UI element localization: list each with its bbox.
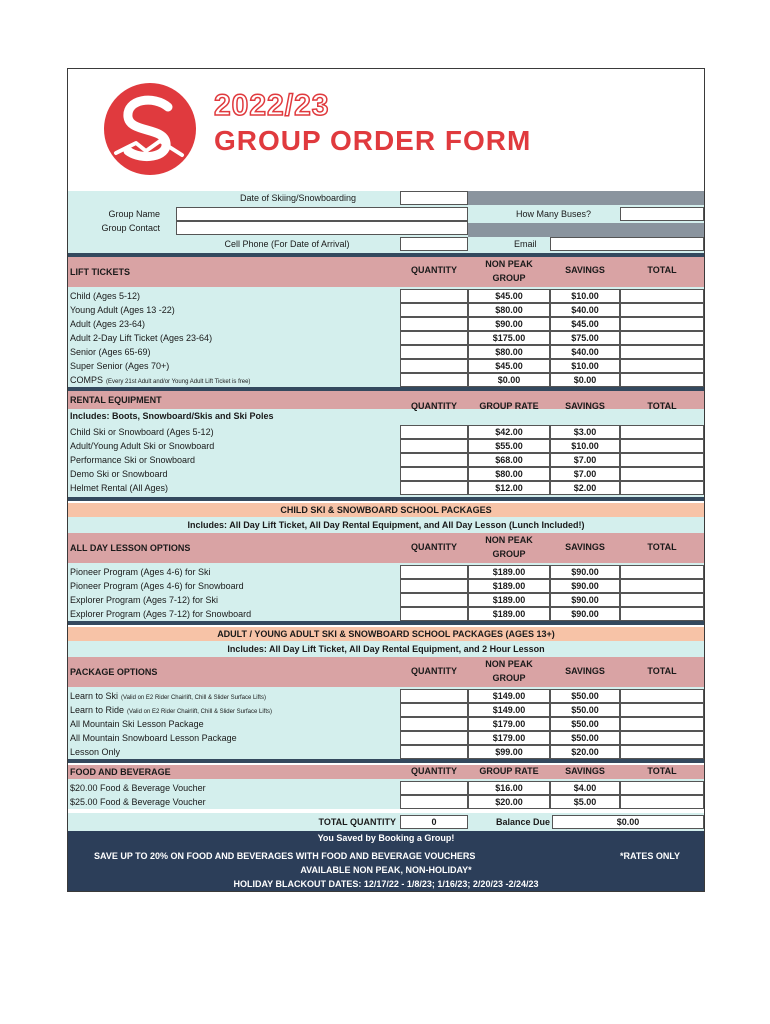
footer-line3: HOLIDAY BLACKOUT DATES: 12/17/22 - 1/8/23; 1/16/23; 2/20/23 -2/24/23 [233, 879, 539, 889]
item-label [70, 373, 250, 389]
adult-title: PACKAGE OPTIONS [70, 667, 158, 677]
quantity-input[interactable] [400, 317, 468, 331]
item-total [620, 781, 704, 795]
item-savings: $7.00 [550, 467, 620, 481]
item-price: $179.00 [468, 717, 550, 731]
quantity-input[interactable] [400, 717, 468, 731]
food-col-total: TOTAL [647, 766, 677, 776]
item-price: $42.00 [468, 425, 550, 439]
group-name-field[interactable] [176, 207, 468, 221]
food-col-price: GROUP RATE [479, 766, 539, 776]
item-price: $80.00 [468, 303, 550, 317]
item-label [70, 579, 244, 593]
item-savings: $10.00 [550, 439, 620, 453]
item-label [70, 289, 140, 303]
item-label-text: Adult 2-Day Lift Ticket (Ages 23-64) [70, 333, 213, 343]
item-price: $80.00 [468, 467, 550, 481]
item-label [70, 453, 195, 467]
group-name-label: Group Name [108, 209, 160, 219]
quantity-input[interactable] [400, 303, 468, 317]
item-price: $0.00 [468, 373, 550, 387]
total-qty-label: TOTAL QUANTITY [318, 817, 396, 827]
footer-line2: AVAILABLE NON PEAK, NON-HOLIDAY* [300, 865, 472, 875]
quantity-input[interactable] [400, 439, 468, 453]
item-label [70, 345, 151, 359]
form-year: 2022/23 [214, 89, 330, 122]
item-label-text: $20.00 Food & Beverage Voucher [70, 783, 206, 793]
item-price: $149.00 [468, 689, 550, 703]
date-field[interactable] [400, 191, 468, 205]
item-total [620, 481, 704, 495]
rental-title: RENTAL EQUIPMENT [70, 395, 162, 405]
item-label-text: Child (Ages 5-12) [70, 291, 141, 301]
quantity-input[interactable] [400, 607, 468, 621]
quantity-input[interactable] [400, 453, 468, 467]
quantity-input[interactable] [400, 781, 468, 795]
item-label [70, 425, 214, 439]
item-savings: $10.00 [550, 289, 620, 303]
rental-col-qty: QUANTITY [411, 401, 457, 411]
item-label-text: Young Adult (Ages 13 -22) [70, 305, 175, 315]
item-price: $175.00 [468, 331, 550, 345]
item-savings: $10.00 [550, 359, 620, 373]
item-label [70, 781, 206, 795]
item-savings: $45.00 [550, 317, 620, 331]
item-label [70, 607, 251, 621]
item-total [620, 331, 704, 345]
item-savings: $90.00 [550, 607, 620, 621]
item-price: $189.00 [468, 593, 550, 607]
lift-col-total: TOTAL [647, 265, 677, 275]
item-label-text: Super Senior (Ages 70+) [70, 361, 170, 371]
item-total [620, 467, 704, 481]
item-total [620, 453, 704, 467]
item-total [620, 439, 704, 453]
child-col-save: SAVINGS [565, 542, 605, 552]
cell-field[interactable] [400, 237, 468, 251]
cell-label: Cell Phone (For Date of Arrival) [224, 239, 350, 249]
date-label: Date of Skiing/Snowboarding [239, 193, 357, 203]
quantity-input[interactable] [400, 593, 468, 607]
quantity-input[interactable] [400, 481, 468, 495]
item-note: (Valid on E2 Rider Chairlift, Chill & Slider Surface Lifts) [127, 709, 272, 715]
item-label [70, 593, 218, 607]
item-savings: $3.00 [550, 425, 620, 439]
item-savings: $20.00 [550, 745, 620, 759]
saved-banner: You Saved by Booking a Group! [68, 831, 704, 845]
item-label [70, 303, 175, 317]
item-price: $99.00 [468, 745, 550, 759]
item-label-text: All Mountain Snowboard Lesson Package [70, 733, 237, 743]
child-col-total: TOTAL [647, 542, 677, 552]
item-price: $45.00 [468, 289, 550, 303]
item-label [70, 317, 145, 331]
item-label-text: Performance Ski or Snowboard [70, 455, 196, 465]
item-label-text: Helmet Rental (All Ages) [70, 483, 169, 493]
item-total [620, 303, 704, 317]
adult-col-price-1: NON PEAK [485, 659, 533, 669]
item-label [70, 565, 211, 579]
item-total [620, 717, 704, 731]
item-price: $20.00 [468, 795, 550, 809]
item-total [620, 565, 704, 579]
item-label-text: Learn to Ride [70, 705, 125, 715]
item-label-text: Adult/Young Adult Ski or Snowboard [70, 441, 215, 451]
item-label-text: Adult (Ages 23-64) [70, 319, 146, 329]
item-note: (Every 21st Adult and/or Young Adult Lift Ticket is free) [106, 379, 251, 385]
child-col-price-1: NON PEAK [485, 535, 533, 545]
item-price: $45.00 [468, 359, 550, 373]
item-savings: $7.00 [550, 453, 620, 467]
item-savings: $40.00 [550, 303, 620, 317]
item-label [70, 731, 237, 745]
item-label [70, 331, 212, 345]
item-total [620, 795, 704, 809]
item-savings: $75.00 [550, 331, 620, 345]
food-title: FOOD AND BEVERAGE [70, 767, 171, 777]
item-label-text: Pioneer Program (Ages 4-6) for Snowboard [70, 581, 244, 591]
item-price: $68.00 [468, 453, 550, 467]
item-total [620, 745, 704, 759]
quantity-input[interactable] [400, 703, 468, 717]
lift-title: LIFT TICKETS [70, 267, 130, 277]
child-includes: Includes: All Day Lift Ticket, All Day Rental Equipment, and All Day Lesson (Lunch Included!) [68, 517, 704, 533]
item-savings: $50.00 [550, 717, 620, 731]
child-col-price-2: GROUP [492, 549, 526, 559]
adult-col-qty: QUANTITY [411, 666, 457, 676]
child-col-qty: QUANTITY [411, 542, 457, 552]
item-label-text: Explorer Program (Ages 7-12) for Snowboard [70, 609, 252, 619]
item-total [620, 373, 704, 387]
item-savings: $40.00 [550, 345, 620, 359]
rental-subtitle: Includes: Boots, Snowboard/Skis and Ski Poles [70, 411, 274, 421]
quantity-input[interactable] [400, 359, 468, 373]
item-label [70, 795, 206, 809]
quantity-input[interactable] [400, 289, 468, 303]
item-total [620, 425, 704, 439]
item-price: $16.00 [468, 781, 550, 795]
item-savings: $90.00 [550, 565, 620, 579]
logo [102, 81, 198, 177]
item-label-text: Pioneer Program (Ages 4-6) for Ski [70, 567, 211, 577]
item-label [70, 481, 168, 495]
item-savings: $50.00 [550, 689, 620, 703]
lift-col-save: SAVINGS [565, 265, 605, 275]
item-note: (Valid on E2 Rider Chairlift, Chill & Slider Surface Lifts) [121, 695, 266, 701]
rental-col-price: GROUP RATE [479, 401, 539, 411]
item-label-text: Explorer Program (Ages 7-12) for Ski [70, 595, 219, 605]
item-savings: $90.00 [550, 593, 620, 607]
group-contact-label: Group Contact [101, 223, 160, 233]
quantity-input[interactable] [400, 425, 468, 439]
adult-col-save: SAVINGS [565, 666, 605, 676]
lift-col-price-1: NON PEAK [485, 259, 533, 269]
lift-col-price-2: GROUP [492, 273, 526, 283]
logo-icon [102, 81, 198, 177]
adult-col-price-2: GROUP [492, 673, 526, 683]
item-price: $55.00 [468, 439, 550, 453]
quantity-input[interactable] [400, 565, 468, 579]
item-label [70, 745, 120, 759]
item-savings: $0.00 [550, 373, 620, 387]
item-price: $189.00 [468, 579, 550, 593]
item-savings: $5.00 [550, 795, 620, 809]
item-label-text: Child Ski or Snowboard (Ages 5-12) [70, 427, 214, 437]
quantity-input[interactable] [400, 745, 468, 759]
item-total [620, 731, 704, 745]
adult-includes: Includes: All Day Lift Ticket, All Day Rental Equipment, and 2 Hour Lesson [68, 641, 704, 657]
item-savings: $50.00 [550, 731, 620, 745]
item-total [620, 593, 704, 607]
item-label-text: Learn to Ski [70, 691, 119, 701]
child-banner: CHILD SKI & SNOWBOARD SCHOOL PACKAGES [68, 503, 704, 517]
item-price: $179.00 [468, 731, 550, 745]
item-price: $80.00 [468, 345, 550, 359]
item-label-text: All Mountain Ski Lesson Package [70, 719, 204, 729]
item-savings: $50.00 [550, 703, 620, 717]
quantity-input[interactable] [400, 579, 468, 593]
food-col-save: SAVINGS [565, 766, 605, 776]
item-total [620, 359, 704, 373]
quantity-input[interactable] [400, 373, 468, 387]
item-total [620, 345, 704, 359]
item-label [70, 439, 214, 453]
lift-col-qty: QUANTITY [411, 265, 457, 275]
balance-label: Balance Due [496, 817, 551, 827]
item-label [70, 717, 204, 731]
item-label [70, 467, 168, 481]
item-total [620, 289, 704, 303]
email-label: Email [514, 239, 537, 249]
item-savings: $90.00 [550, 579, 620, 593]
item-label-text: Lesson Only [70, 747, 121, 757]
item-total [620, 579, 704, 593]
item-savings: $4.00 [550, 781, 620, 795]
buses-field[interactable] [620, 207, 704, 221]
adult-banner: ADULT / YOUNG ADULT SKI & SNOWBOARD SCHOOL PACKAGES (AGES 13+) [68, 627, 704, 641]
order-form [67, 68, 705, 892]
buses-label: How Many Buses? [516, 209, 592, 219]
item-price: $189.00 [468, 607, 550, 621]
item-label-text: $25.00 Food & Beverage Voucher [70, 797, 206, 807]
quantity-input[interactable] [400, 689, 468, 703]
group-contact-field[interactable] [176, 221, 468, 235]
item-savings: $2.00 [550, 481, 620, 495]
footer-line1: SAVE UP TO 20% ON FOOD AND BEVERAGES WITH FOOD AND BEVERAGE VOUCHERS [94, 851, 476, 861]
child-title: ALL DAY LESSON OPTIONS [70, 543, 191, 553]
balance-value: $0.00 [552, 815, 704, 829]
item-price: $189.00 [468, 565, 550, 579]
item-total [620, 317, 704, 331]
item-total [620, 607, 704, 621]
item-label-text: COMPS [70, 375, 104, 385]
form-title: GROUP ORDER FORM [214, 125, 532, 156]
item-total [620, 689, 704, 703]
rental-col-total: TOTAL [647, 401, 677, 411]
email-field[interactable] [550, 237, 704, 251]
total-qty-value: 0 [400, 815, 468, 829]
item-price: $149.00 [468, 703, 550, 717]
item-price: $90.00 [468, 317, 550, 331]
item-label-text: Demo Ski or Snowboard [70, 469, 168, 479]
item-label-text: Senior (Ages 65-69) [70, 347, 151, 357]
quantity-input[interactable] [400, 467, 468, 481]
quantity-input[interactable] [400, 731, 468, 745]
quantity-input[interactable] [400, 795, 468, 809]
quantity-input[interactable] [400, 331, 468, 345]
item-label [70, 359, 169, 373]
quantity-input[interactable] [400, 345, 468, 359]
item-price: $12.00 [468, 481, 550, 495]
item-total [620, 703, 704, 717]
rental-col-save: SAVINGS [565, 401, 605, 411]
adult-col-total: TOTAL [647, 666, 677, 676]
footer-rates-only: *RATES ONLY [620, 851, 681, 861]
food-col-qty: QUANTITY [411, 766, 457, 776]
